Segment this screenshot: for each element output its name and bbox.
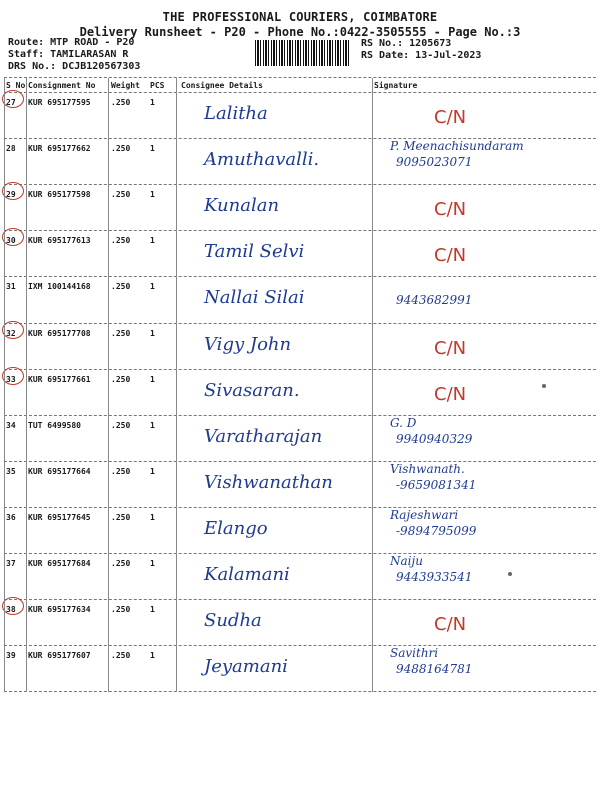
consignment-number: KUR 695177661 xyxy=(28,374,91,384)
pieces-count: 1 xyxy=(150,190,155,200)
col-consignee: Consignee Details xyxy=(181,81,263,90)
consignee-handwriting: Kunalan xyxy=(204,195,280,217)
consignee-handwriting: Varatharajan xyxy=(204,425,323,447)
cn-mark: C/N xyxy=(434,245,467,267)
pieces-count: 1 xyxy=(150,374,155,384)
signature-name: Naiju xyxy=(390,554,423,568)
consignment-number: KUR 695177645 xyxy=(28,512,91,522)
weight-value: .250 xyxy=(111,651,131,661)
weight-value: .250 xyxy=(111,190,131,200)
table-row xyxy=(4,324,596,370)
serial-number: 34 xyxy=(6,420,16,430)
serial-number: 28 xyxy=(6,144,16,154)
consignment-number: KUR 695177595 xyxy=(28,98,91,107)
weight-value: .250 xyxy=(111,236,131,246)
serial-number: 35 xyxy=(6,466,16,476)
rs-number: RS No.: 1205673 xyxy=(361,38,452,49)
rs-date: RS Date: 13-Jul-2023 xyxy=(361,50,482,61)
cn-mark: C/N xyxy=(434,614,467,636)
cn-mark: C/N xyxy=(434,337,467,359)
barcode-image xyxy=(255,40,350,66)
serial-number: 29 xyxy=(6,190,16,200)
consignment-number: IXM 100144168 xyxy=(28,282,91,292)
consignee-handwriting: Vigy John xyxy=(204,333,292,355)
weight-value: .250 xyxy=(111,420,131,430)
weight-value: .250 xyxy=(111,374,131,384)
circle-mark-icon xyxy=(2,321,24,339)
circle-mark-icon xyxy=(2,367,24,385)
drs-number: DRS No.: DCJB120567303 xyxy=(8,61,141,72)
consignee-handwriting: Amuthavalli. xyxy=(204,149,320,171)
route-label: Route: MTP ROAD - P20 xyxy=(8,37,135,48)
consignment-number: KUR 695177613 xyxy=(28,236,91,246)
col-signature: Signature xyxy=(374,81,418,90)
weight-value: .250 xyxy=(111,282,131,292)
circle-mark-icon xyxy=(2,228,24,246)
consignee-handwriting: Elango xyxy=(204,517,268,539)
weight-value: .250 xyxy=(111,98,131,107)
smudge-mark xyxy=(508,572,512,576)
table-row xyxy=(4,508,596,554)
serial-number: 36 xyxy=(6,512,16,522)
table-header xyxy=(4,78,596,92)
row-divider xyxy=(4,691,596,692)
signature-phone: 9488164781 xyxy=(396,662,473,677)
table-row xyxy=(4,370,596,416)
table-row xyxy=(4,462,596,508)
consignment-number: KUR 695177607 xyxy=(28,651,91,661)
signature-name: G. D xyxy=(390,415,417,430)
signature-phone: 9443682991 xyxy=(396,293,473,308)
table-row xyxy=(4,185,596,231)
table-row xyxy=(4,231,596,277)
weight-value: .250 xyxy=(111,559,131,568)
staff-label: Staff: TAMILARASAN R xyxy=(8,49,129,60)
weight-value: .250 xyxy=(111,512,131,522)
pieces-count: 1 xyxy=(150,328,155,338)
signature-name: P. Meenachisundaram xyxy=(390,139,524,154)
consignment-number: TUT 6499580 xyxy=(28,420,81,430)
consignment-number: KUR 695177662 xyxy=(28,144,91,154)
signature-name: Rajeshwari xyxy=(390,507,459,522)
table-row xyxy=(4,277,596,323)
col-sno: S No xyxy=(6,81,26,90)
table-row xyxy=(4,139,596,185)
circle-mark-icon xyxy=(2,90,24,108)
signature-name: Savithri xyxy=(390,646,439,661)
consignee-handwriting: Jeyamani xyxy=(204,656,288,678)
runsheet-title: Delivery Runsheet - P20 - Phone No.:0422-3505555 - Page No.:3 xyxy=(79,25,521,39)
col-line xyxy=(372,78,373,692)
runsheet-meta-left xyxy=(8,37,140,73)
pieces-count: 1 xyxy=(150,420,155,430)
consignee-handwriting: Sudha xyxy=(204,610,262,632)
pieces-count: 1 xyxy=(150,559,155,568)
col-consignment: Consignment No xyxy=(28,81,96,90)
consignee-handwriting: Kalamani xyxy=(204,564,290,585)
circle-mark-icon xyxy=(2,597,24,615)
circle-mark-icon xyxy=(2,182,24,200)
company-name: THE PROFESSIONAL COURIERS, COIMBATORE xyxy=(162,10,438,24)
serial-number: 32 xyxy=(6,328,16,338)
pieces-count: 1 xyxy=(150,144,155,154)
pieces-count: 1 xyxy=(150,236,155,246)
serial-number: 27 xyxy=(6,98,16,107)
signature-phone: 9940940329 xyxy=(396,431,473,446)
serial-number: 39 xyxy=(6,651,16,661)
consignee-handwriting: Lalitha xyxy=(204,103,268,124)
signature-phone: 9095023071 xyxy=(396,155,473,170)
signature-phone: -9659081341 xyxy=(396,477,477,492)
runsheet-meta-right xyxy=(361,38,481,62)
consignment-number: KUR 695177598 xyxy=(28,190,91,200)
signature-phone: -9894795099 xyxy=(396,523,477,538)
serial-number: 33 xyxy=(6,374,16,384)
pieces-count: 1 xyxy=(150,98,155,107)
smudge-mark xyxy=(542,384,546,388)
cn-mark: C/N xyxy=(434,199,467,221)
serial-number: 38 xyxy=(6,605,16,615)
serial-number: 31 xyxy=(6,282,16,292)
consignee-handwriting: Vishwanathan xyxy=(204,471,333,493)
consignment-number: KUR 695177684 xyxy=(28,559,91,568)
pieces-count: 1 xyxy=(150,282,155,292)
pieces-count: 1 xyxy=(150,605,155,615)
table-row xyxy=(4,600,596,646)
cn-mark: C/N xyxy=(434,107,467,128)
consignee-handwriting: Nallai Silai xyxy=(204,287,305,309)
signature-name: Vishwanath. xyxy=(390,461,465,476)
consignee-handwriting: Sivasaran. xyxy=(204,379,300,401)
col-pcs: PCS xyxy=(150,81,165,90)
pieces-count: 1 xyxy=(150,651,155,661)
weight-value: .250 xyxy=(111,328,131,338)
table-row xyxy=(4,646,596,692)
col-line xyxy=(176,78,177,692)
table-row xyxy=(4,554,596,600)
cn-mark: C/N xyxy=(434,383,467,405)
signature-phone: 9443933541 xyxy=(396,570,473,584)
col-line xyxy=(4,78,5,692)
consignment-number: KUR 695177634 xyxy=(28,605,91,615)
pieces-count: 1 xyxy=(150,466,155,476)
consignment-number: KUR 695177708 xyxy=(28,328,91,338)
serial-number: 30 xyxy=(6,236,16,246)
weight-value: .250 xyxy=(111,605,131,615)
weight-value: .250 xyxy=(111,466,131,476)
consignee-handwriting: Tamil Selvi xyxy=(204,241,305,263)
pieces-count: 1 xyxy=(150,512,155,522)
col-line xyxy=(108,78,109,692)
table-row xyxy=(4,416,596,462)
serial-number: 37 xyxy=(6,559,16,568)
consignment-number: KUR 695177664 xyxy=(28,466,91,476)
col-weight: Weight xyxy=(111,81,140,90)
col-line xyxy=(26,78,27,692)
table-row xyxy=(4,93,596,139)
weight-value: .250 xyxy=(111,144,131,154)
